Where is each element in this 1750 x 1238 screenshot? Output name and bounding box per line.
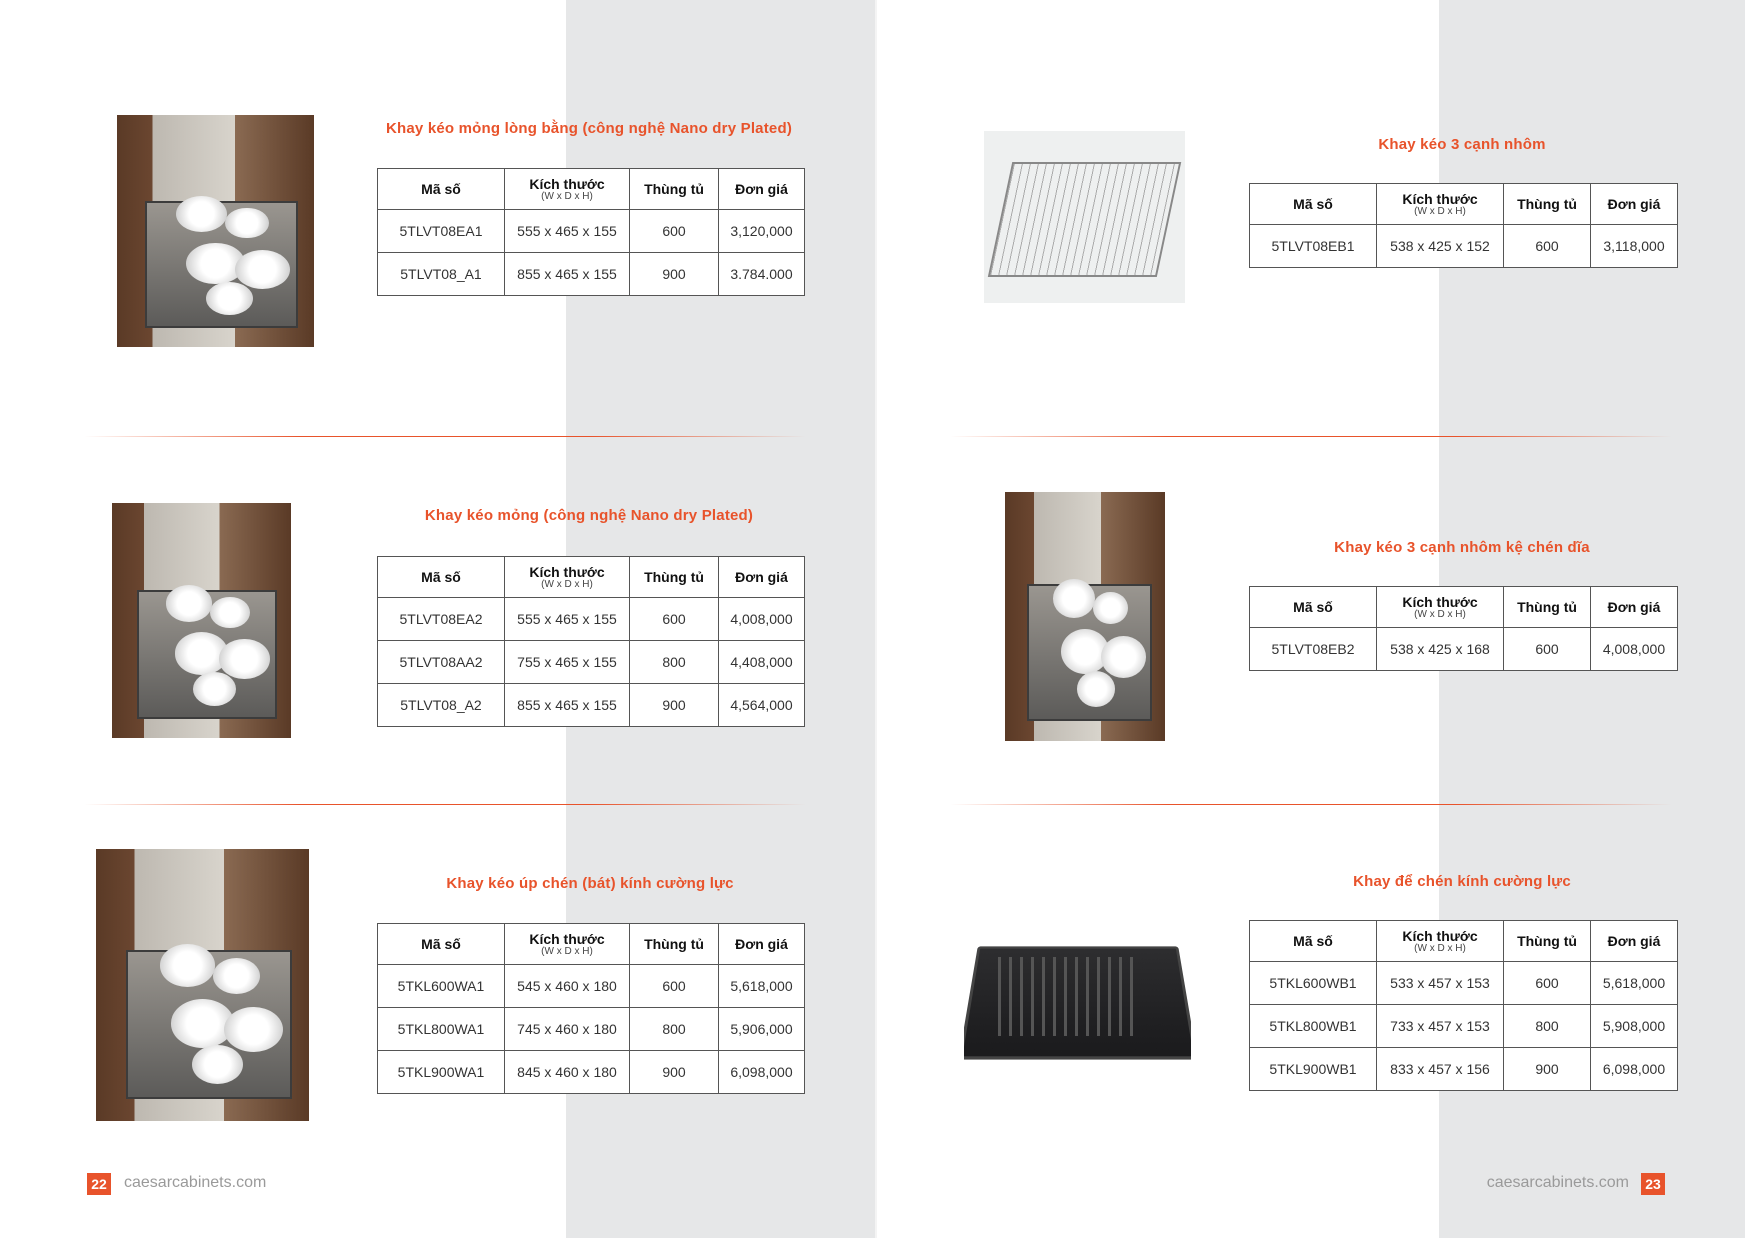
page-gutter	[875, 0, 877, 1238]
table-row	[378, 253, 805, 296]
website-link-left[interactable]: caesarcabinets.com	[124, 1174, 267, 1191]
spec-table	[1249, 183, 1678, 268]
header-code-label: Mã số	[421, 181, 461, 197]
table-header-row	[378, 924, 805, 965]
cell-size: 745 x 460 x 180	[505, 1008, 630, 1051]
header-size	[505, 169, 630, 210]
cell-price: 3,120,000	[719, 210, 805, 253]
spec-table	[377, 923, 805, 1094]
table-row	[1250, 628, 1678, 671]
header-cabinet-label: Thùng tủ	[644, 936, 704, 952]
table-row	[378, 598, 805, 641]
cell-cabinet: 600	[1504, 225, 1591, 268]
section-divider	[950, 804, 1672, 805]
header-code	[1250, 587, 1377, 628]
cell-code: 5TKL900WB1	[1250, 1048, 1377, 1091]
header-code-label: Mã số	[421, 936, 461, 952]
cell-cabinet: 800	[1504, 1005, 1591, 1048]
spec-table	[1249, 920, 1678, 1091]
cell-size: 833 x 457 x 156	[1377, 1048, 1504, 1091]
cell-code: 5TLVT08AA2	[378, 641, 505, 684]
cell-cabinet: 600	[1504, 628, 1591, 671]
header-cabinet	[630, 924, 719, 965]
cell-cabinet: 900	[630, 684, 719, 727]
product-photo-wire-basket	[984, 131, 1185, 303]
cell-code: 5TKL600WB1	[1250, 962, 1377, 1005]
header-size	[1377, 587, 1504, 628]
cell-size: 845 x 460 x 180	[505, 1051, 630, 1094]
table-header-row	[1250, 587, 1678, 628]
section-divider	[84, 804, 806, 805]
header-code	[1250, 921, 1377, 962]
header-code	[378, 169, 505, 210]
section-title: Khay kéo mỏng lòng bằng (công nghệ Nano dry Plated)	[385, 120, 793, 137]
cell-price: 5,908,000	[1591, 1005, 1678, 1048]
section-title: Khay kéo 3 cạnh nhôm kệ chén dĩa	[1334, 539, 1590, 556]
cell-size: 555 x 465 x 155	[505, 598, 630, 641]
cell-size: 545 x 460 x 180	[505, 965, 630, 1008]
page-number-right: 23	[1641, 1173, 1665, 1195]
cell-price: 4,564,000	[719, 684, 805, 727]
cell-cabinet: 600	[630, 598, 719, 641]
header-price	[1591, 921, 1678, 962]
header-cabinet-label: Thùng tủ	[644, 181, 704, 197]
header-price-label: Đơn giá	[1607, 196, 1661, 212]
header-cabinet-label: Thùng tủ	[1517, 933, 1577, 949]
table-row	[378, 965, 805, 1008]
table-row	[1250, 225, 1678, 268]
section-divider	[84, 436, 806, 437]
product-photo-drawer-bowls	[112, 503, 291, 738]
table-row	[378, 1051, 805, 1094]
section-title: Khay để chén kính cường lực	[1353, 873, 1571, 890]
page-number-left: 22	[87, 1173, 111, 1195]
header-price-label: Đơn giá	[735, 936, 788, 952]
table-row	[1250, 1048, 1678, 1091]
header-size-sub: (W x D x H)	[1414, 206, 1466, 217]
table-row	[378, 210, 805, 253]
cell-code: 5TLVT08_A1	[378, 253, 505, 296]
cell-cabinet: 600	[630, 965, 719, 1008]
cell-code: 5TLVT08EB2	[1250, 628, 1377, 671]
header-size-sub: (W x D x H)	[541, 579, 593, 590]
table-row	[1250, 1005, 1678, 1048]
header-price-label: Đơn giá	[735, 181, 788, 197]
table-header-row	[378, 169, 805, 210]
header-size-label: Kích thước	[1402, 928, 1478, 944]
header-price	[719, 924, 805, 965]
header-size-label: Kích thước	[529, 176, 605, 192]
cell-code: 5TLVT08EB1	[1250, 225, 1377, 268]
header-price-label: Đơn giá	[1607, 933, 1661, 949]
header-price-label: Đơn giá	[1607, 599, 1661, 615]
header-size	[1377, 921, 1504, 962]
header-code-label: Mã số	[1293, 196, 1333, 212]
product-photo-drawer-dish-rack	[1005, 492, 1165, 741]
cell-cabinet: 900	[1504, 1048, 1591, 1091]
header-size-label: Kích thước	[1402, 594, 1478, 610]
cell-price: 6,098,000	[719, 1051, 805, 1094]
table-row	[378, 1008, 805, 1051]
cell-size: 538 x 425 x 168	[1377, 628, 1504, 671]
header-size-sub: (W x D x H)	[541, 191, 593, 202]
header-cabinet	[630, 557, 719, 598]
header-size-sub: (W x D x H)	[1414, 609, 1466, 620]
header-price	[1591, 587, 1678, 628]
cell-cabinet: 900	[630, 253, 719, 296]
header-size-label: Kích thước	[1402, 191, 1478, 207]
cell-size: 733 x 457 x 153	[1377, 1005, 1504, 1048]
cell-price: 5,906,000	[719, 1008, 805, 1051]
header-code-label: Mã số	[1293, 599, 1333, 615]
header-price	[719, 557, 805, 598]
header-size	[1377, 184, 1504, 225]
cell-cabinet: 600	[630, 210, 719, 253]
cell-price: 3,118,000	[1591, 225, 1678, 268]
cell-price: 5,618,000	[1591, 962, 1678, 1005]
header-code	[378, 557, 505, 598]
cell-code: 5TKL900WA1	[378, 1051, 505, 1094]
product-photo-drawer-plates	[117, 115, 314, 347]
header-size-sub: (W x D x H)	[541, 946, 593, 957]
header-cabinet-label: Thùng tủ	[1517, 599, 1577, 615]
header-code	[1250, 184, 1377, 225]
cell-price: 6,098,000	[1591, 1048, 1678, 1091]
header-price	[1591, 184, 1678, 225]
cell-size: 533 x 457 x 153	[1377, 962, 1504, 1005]
section-title: Khay kéo úp chén (bát) kính cường lực	[446, 875, 734, 892]
cell-price: 4,008,000	[1591, 628, 1678, 671]
table-row	[1250, 962, 1678, 1005]
spec-table	[377, 168, 805, 296]
header-size-label: Kích thước	[529, 931, 605, 947]
cell-code: 5TLVT08EA1	[378, 210, 505, 253]
cell-code: 5TKL600WA1	[378, 965, 505, 1008]
header-cabinet	[630, 169, 719, 210]
header-size-sub: (W x D x H)	[1414, 943, 1466, 954]
cell-price: 3.784.000	[719, 253, 805, 296]
cell-cabinet: 900	[630, 1051, 719, 1094]
cell-size: 755 x 465 x 155	[505, 641, 630, 684]
header-cabinet	[1504, 184, 1591, 225]
table-row	[378, 684, 805, 727]
cell-price: 4,408,000	[719, 641, 805, 684]
cell-code: 5TKL800WB1	[1250, 1005, 1377, 1048]
cell-size: 555 x 465 x 155	[505, 210, 630, 253]
header-cabinet	[1504, 587, 1591, 628]
table-header-row	[378, 557, 805, 598]
header-price	[719, 169, 805, 210]
table-row	[378, 641, 805, 684]
cell-code: 5TLVT08_A2	[378, 684, 505, 727]
cell-code: 5TKL800WA1	[378, 1008, 505, 1051]
header-code-label: Mã số	[421, 569, 461, 585]
cell-size: 855 x 465 x 155	[505, 253, 630, 296]
header-code	[378, 924, 505, 965]
header-cabinet-label: Thùng tủ	[644, 569, 704, 585]
section-title: Khay kéo mỏng (công nghệ Nano dry Plated)	[424, 507, 754, 524]
table-header-row	[1250, 921, 1678, 962]
cell-size: 855 x 465 x 155	[505, 684, 630, 727]
cell-cabinet: 800	[630, 641, 719, 684]
header-size	[505, 557, 630, 598]
table-header-row	[1250, 184, 1678, 225]
header-price-label: Đơn giá	[735, 569, 788, 585]
cell-size: 538 x 425 x 152	[1377, 225, 1504, 268]
product-photo-drawer-dish-rack	[96, 849, 309, 1121]
header-size-label: Kích thước	[529, 564, 605, 580]
header-code-label: Mã số	[1293, 933, 1333, 949]
website-link-right[interactable]: caesarcabinets.com	[1486, 1174, 1629, 1191]
product-photo-black-dish-tray	[964, 917, 1191, 1076]
cell-price: 4,008,000	[719, 598, 805, 641]
cell-price: 5,618,000	[719, 965, 805, 1008]
spec-table	[377, 556, 805, 727]
cell-cabinet: 600	[1504, 962, 1591, 1005]
cell-cabinet: 800	[630, 1008, 719, 1051]
spec-table	[1249, 586, 1678, 671]
header-cabinet-label: Thùng tủ	[1517, 196, 1577, 212]
cell-code: 5TLVT08EA2	[378, 598, 505, 641]
header-cabinet	[1504, 921, 1591, 962]
section-title: Khay kéo 3 cạnh nhôm	[1378, 136, 1546, 153]
header-size	[505, 924, 630, 965]
section-divider	[950, 436, 1672, 437]
